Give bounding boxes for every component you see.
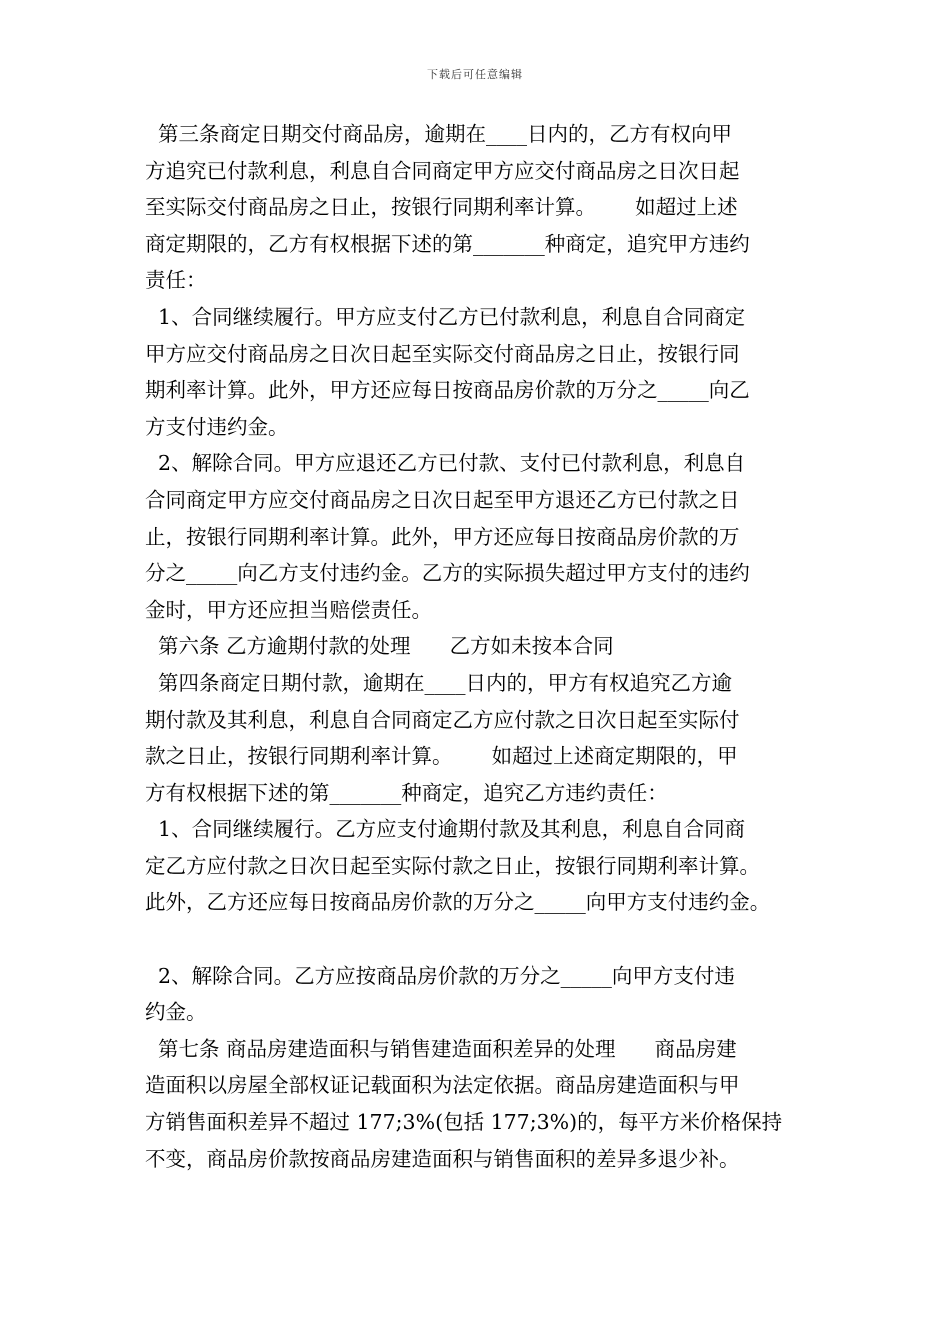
text-line: 造面积以房屋全部权证记载面积为法定依据。商品房建造面积与甲 [145,1073,740,1098]
text-line: 分之_____向乙方支付违约金。乙方的实际损失超过甲方支付的违约 [145,561,750,586]
text-line: 甲方应交付商品房之日次日起至实际交付商品房之日止，按银行同 [145,341,740,366]
header-note: 下载后可任意编辑 [427,68,523,81]
text-line: 责任： [145,268,207,293]
text-line: 第七条 商品房建造面积与销售建造面积差异的处理 商品房建 [145,1036,737,1061]
text-line: 款之日止，按银行同期利率计算。 如超过上述商定期限的，甲 [145,744,738,769]
text-line: 第三条商定日期交付商品房，逾期在____日内的，乙方有权向甲 [145,122,733,146]
text-line: 商定期限的，乙方有权根据下述的第_______种商定，追究甲方违约 [145,231,750,256]
text-line: 方销售面积差异不超过 177;3%(包括 177;3%)的，每平方米价格保持 [145,1110,783,1135]
text-line: 1、合同继续履行。甲方应支付乙方已付款利息，利息自合同商定 [145,304,746,329]
text-line: 方有权根据下述的第_______种商定，追究乙方违约责任： [145,780,668,805]
text-line: 期付款及其利息，利息自合同商定乙方应付款之日次日起至实际付 [145,707,740,732]
text-line: 止，按银行同期利率计算。此外，甲方还应每日按商品房价款的万 [145,524,740,549]
text-line: 1、合同继续履行。乙方应支付逾期付款及其利息，利息自合同商 [145,817,746,842]
text-line: 至实际交付商品房之日止，按银行同期利率计算。 如超过上述 [145,195,738,220]
text-line: 合同商定甲方应交付商品房之日次日起至甲方退还乙方已付款之日 [145,487,740,512]
contract-body [145,116,825,1177]
text-line: 方支付违约金。 [145,414,289,439]
text-line: 第四条商定日期付款，逾期在____日内的，甲方有权追究乙方逾 [145,670,733,695]
text-line: 不变，商品房价款按商品房建造面积与销售面积的差异多退少补。 [145,1146,740,1171]
text-line: 第六条 乙方逾期付款的处理 乙方如未按本合同 [145,634,614,659]
text-line: 方追究已付款利息，利息自合同商定甲方应交付商品房之日次日起 [145,158,740,183]
text-line: 定乙方应付款之日次日起至实际付款之日止，按银行同期利率计算。 [145,853,760,878]
text-line: 约金。 [145,1000,207,1025]
text-line: 此外，乙方还应每日按商品房价款的万分之_____向甲方支付违约金。 [145,890,771,915]
blank-line [145,921,825,958]
text-line: 金时，甲方还应担当赔偿责任。 [145,597,432,622]
text-line: 期利率计算。此外，甲方还应每日按商品房价款的万分之_____向乙 [145,378,750,403]
text-line: 2、解除合同。甲方应退还乙方已付款、支付已付款利息，利息自 [145,451,746,476]
text-line: 2、解除合同。乙方应按商品房价款的万分之_____向甲方支付违 [145,963,735,988]
